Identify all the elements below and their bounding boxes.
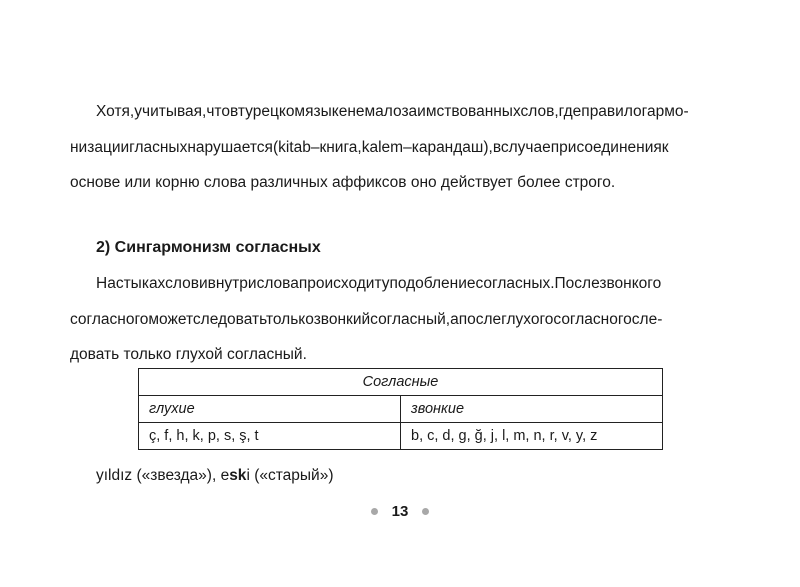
paragraph-vowel-harmony-note bbox=[70, 94, 730, 201]
paragraph-line: довать только глухой согласный. bbox=[70, 346, 307, 363]
example-word-yildiz: yıldız bbox=[96, 467, 133, 484]
word-part: e bbox=[220, 467, 230, 484]
paragraph-line: низациигласныхнарушается(kitab–книга,kalem–карандаш),вслучаеприсоединенияк bbox=[70, 138, 669, 156]
paragraph-line: Хотя,учитывая,чтовтурецкомязыкенемалозаимствованныхслов,гдеправилогармо- bbox=[96, 103, 689, 120]
paragraph-line: основе или корню слова различных аффиксов оно действует более строго. bbox=[70, 174, 616, 191]
paragraph-line: согласногоможетследоватьтолькозвонкийсогласный,апослеглухогосогласногосле- bbox=[70, 310, 663, 328]
table-row bbox=[139, 423, 663, 450]
word-part: i bbox=[246, 467, 250, 484]
bullet-dot-icon bbox=[371, 508, 378, 515]
table-title: Согласные bbox=[139, 369, 663, 396]
example-words bbox=[96, 458, 333, 493]
consonant-table bbox=[138, 368, 663, 450]
cell-voiceless-consonants: ç, f, h, k, p, s, ş, t bbox=[139, 423, 401, 450]
word-part-bold: sk bbox=[229, 467, 247, 484]
header-voiceless: глухие bbox=[139, 396, 401, 423]
page-footer bbox=[0, 500, 800, 524]
table-title-row bbox=[139, 369, 663, 396]
paragraph-line: Настыкахсловивнутрисловапроисходитуподоблениесогласных.Послезвонкого bbox=[96, 275, 662, 292]
example-gloss: («старый») bbox=[254, 467, 334, 484]
page-number: 13 bbox=[391, 503, 409, 520]
paragraph-consonant-harmony bbox=[70, 266, 730, 373]
section-heading: 2) Сингармонизм согласных bbox=[96, 239, 321, 256]
table-header-row bbox=[139, 396, 663, 423]
bullet-dot-icon bbox=[422, 508, 429, 515]
cell-voiced-consonants: b, c, d, g, ğ, j, l, m, n, r, v, y, z bbox=[401, 423, 663, 450]
example-gloss: («звезда»), bbox=[136, 467, 217, 484]
example-word-eski bbox=[221, 467, 250, 484]
header-voiced: звонкие bbox=[401, 396, 663, 423]
